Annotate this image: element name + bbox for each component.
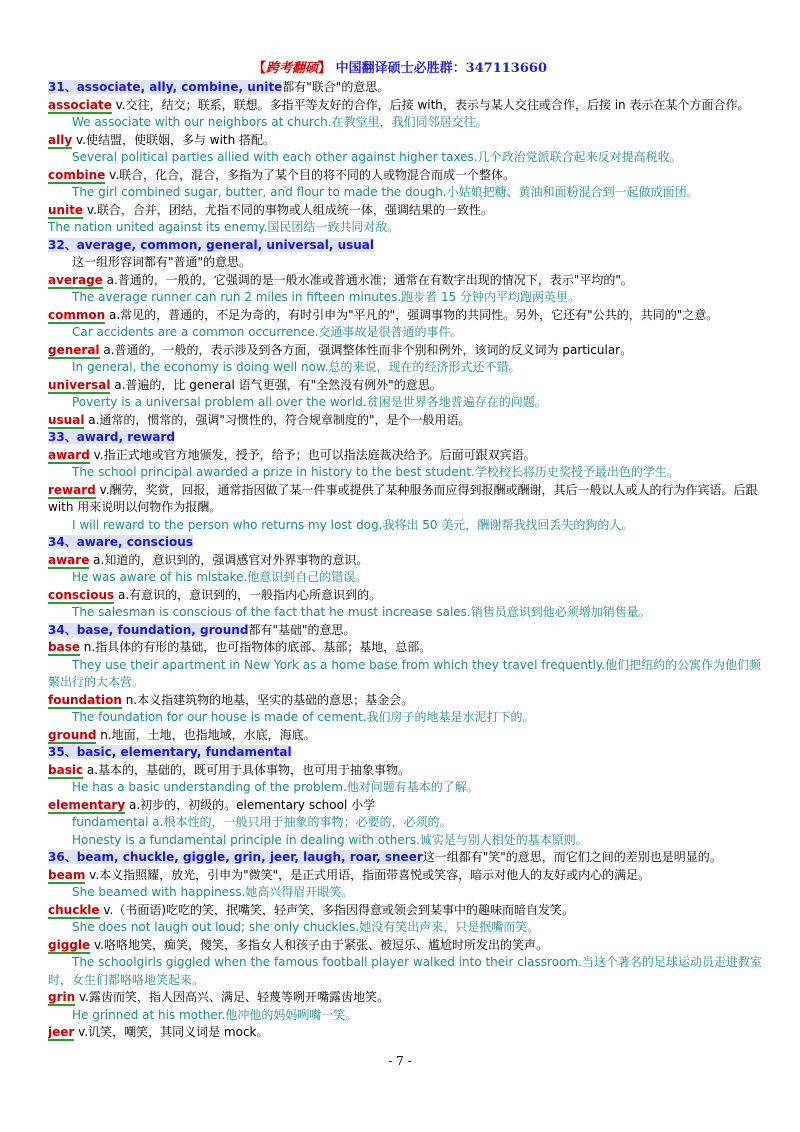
headword: beam — [48, 867, 86, 882]
entry-grin: grin v.露齿而笑，指人因高兴、满足、轻蔑等咧开嘴露齿地笑。 — [48, 990, 389, 1004]
headword: base — [48, 640, 80, 654]
entry-reward: reward v.酬劳，奖赏，回报，通常指因做了某一件事或提供了某种服务而应得到报酬或酬谢，其后一般以人或人的行为作宾语。后跟 with 用来说明以何物作为报酬。 — [48, 482, 758, 514]
example-beam: She beamed with happiness.她高兴得眉开眼笑。 — [72, 885, 354, 899]
section-heading-33: 33、award, reward — [48, 430, 175, 444]
entry-fundamental: fundamental a.根本性的，一般只用于抽象的事物；必要的，必须的。 — [72, 815, 452, 829]
entry-common: common a.常见的，普通的，不足为奇的，有时引申为"平凡的"，强调事物的共同性。另外，它还有"公共的，共同的"之意。 — [48, 307, 719, 322]
entry-conscious: conscious a.有意识的，意识到的，一般指内心所意识到的。 — [48, 587, 382, 602]
example-aware: He was aware of his mistake.他意识到自己的错误。 — [72, 570, 368, 584]
example-common: Car accidents are a common occurrence.交通事故是很普通的事件。 — [72, 325, 463, 339]
example-base: They use their apartment in New York as a home base from which they travel frequently.他们把纽约的公寓作为他们频繁出行的大本营。 — [48, 657, 762, 689]
entry-base: base n.指具体的有形的基础，也可指物体的底部、基部；基地，总部。 — [48, 640, 432, 654]
headword: unite — [48, 202, 84, 217]
headword: ground — [48, 727, 97, 742]
headword: universal — [48, 377, 111, 392]
example-associate: We associate with our neighbors at church.在教堂里，我们同邻居交往。 — [72, 115, 488, 129]
headword: combine — [48, 167, 106, 182]
entry-award: award v.指正式地或官方地颁发，授予，给予；也可以指法庭裁决给予。后面可跟双宾语。 — [48, 447, 536, 462]
section-heading-34a: 34、aware, conscious — [48, 535, 193, 549]
section-heading-34b: 34、base, foundation, ground都有"基础"的意思。 — [48, 622, 356, 637]
example-universal: Poverty is a universal problem all over the world.贫困是世界各地普遍存在的问题。 — [72, 395, 547, 409]
entry-general: general a.普通的，一般的，表示涉及到各方面，强调整体性而非个别和例外，该词的反义词为 particular。 — [48, 342, 633, 357]
headword: chuckle — [48, 902, 100, 917]
headword: usual — [48, 412, 85, 427]
header-brand: 跨考翻硕 — [266, 61, 319, 76]
entry-basic: basic a.基本的，基础的，既可用于具体事物，也可用于抽象事物。 — [48, 762, 411, 777]
entry-jeer: jeer v.讥笑，嘲笑，其同义词是 mock。 — [48, 1025, 269, 1039]
section-heading-32: 32、average, common, general, universal, usual — [48, 237, 375, 252]
entry-beam: beam v.本义指照耀，放光，引申为"微笑"，是正式用语，指面带喜悦或笑容，暗示对他人的友好或内心的满足。 — [48, 867, 651, 882]
example-reward: I will reward to the person who returns my lost dog.我将出 50 美元，酬谢帮我找回丢失的狗的人。 — [72, 517, 634, 532]
headword: foundation — [48, 692, 122, 707]
example-chuckle: She does not laugh out loud; she only chuckles.她没有笑出声来，只是抿嘴而笑。 — [72, 920, 540, 934]
headword: jeer — [48, 1025, 75, 1039]
example-basic: He has a basic understanding of the problem.他对问题有基本的了解。 — [72, 780, 479, 794]
page-header — [0, 60, 800, 78]
example-grin: He grinned at his mother.他冲他的妈妈咧嘴一笑。 — [72, 1007, 358, 1022]
entry-universal: universal a.普遍的，比 general 语气更强，有"全然没有例外"的意思。 — [48, 377, 442, 392]
entry-unite: unite v.联合，合并，团结，尤指不同的事物或人组成统一体，强调结果的一致性。 — [48, 202, 493, 217]
example-award: The school principal awarded a prize in history to the best student.学校校长将历史奖授予最出色的学生。 — [72, 465, 679, 479]
example-giggle: The schoolgirls giggled when the famous football player walked into their classroom.当这个著名的足球运动员走进教室时，女生们都咯咯地笑起来。 — [48, 955, 762, 987]
section-heading-35: 35、basic, elementary, fundamental — [48, 745, 292, 759]
section-heading-31: 31、associate, ally, combine, unite都有"联合"的意思。 — [48, 80, 390, 94]
headword: common — [48, 307, 106, 322]
headword: average — [48, 272, 103, 287]
entry-ally: ally v.使结盟，使联姻，多与 with 搭配。 — [48, 132, 276, 147]
example-combine: The girl combined sugar, butter, and flour to made the dough.小姑娘把糖、黄油和面粉混合到一起做成面团。 — [72, 185, 699, 199]
entry-foundation: foundation n.本义指建筑物的地基，坚实的基础的意思；基金会。 — [48, 692, 414, 707]
headword: aware — [48, 552, 90, 567]
example-conscious: The salesman is conscious of the fact that he must increase sales.销售员意识到他必须增加销售量。 — [72, 605, 651, 619]
header-bracket-open: 【 — [253, 61, 267, 76]
headword: reward — [48, 482, 96, 497]
entry-chuckle: chuckle v.（书面语)吃吃的笑，抿嘴笑，轻声笑，多指因得意或领会到某事中的趣味而暗自发笑。 — [48, 902, 575, 917]
headword: basic — [48, 762, 84, 777]
headword: conscious — [48, 587, 115, 602]
entry-combine: combine v.联合，化合，混合，多指为了某个目的将不同的人或物混合而成一个整体。 — [48, 167, 516, 182]
headword: grin — [48, 990, 76, 1004]
section-intro-32: 这一组形容词都有"普通"的意思。 — [72, 255, 252, 269]
entry-usual: usual a.通常的，惯常的，强调"习惯性的，符合规章制度的"，是个一般用语。 — [48, 412, 471, 427]
header-group-info: 中国翻译硕士必胜群：347113660 — [335, 61, 547, 76]
example-unite: The nation united against its enemy.国民团结一致共同对敌。 — [48, 220, 400, 234]
entry-associate: associate v.交往，结交；联系，联想。多指平等友好的合作，后接 with，表示与某人交往或合作，后接 in 表示在某个方面合作。 — [48, 97, 750, 112]
header-bracket-close: 】 — [318, 61, 332, 76]
document-body — [48, 79, 768, 1042]
headword: general — [48, 342, 100, 357]
headword: associate — [48, 97, 112, 112]
section-heading-36: 36、beam, chuckle, giggle, grin, jeer, laugh, roar, sneer这一组都有"笑"的意思，而它们之间的差别也是明显的。 — [48, 850, 722, 864]
example-ally: Several political parties allied with each other against higher taxes.几个政治党派联合起来反对提高税收。 — [72, 150, 682, 164]
entry-elementary: elementary a.初步的，初级的。elementary school 小学 — [48, 797, 376, 812]
entry-aware: aware a.知道的，意识到的，强调感官对外界事物的意识。 — [48, 552, 369, 567]
example-foundation: The foundation for our house is made of cement.我们房子的地基是水泥打下的。 — [72, 710, 535, 724]
entry-average: average a.普通的，一般的，它强调的是一般水准或普通水准；通常在有数字出现的情况下，表示"平均的"。 — [48, 272, 633, 287]
entry-giggle: giggle v.咯咯地笑，痴笑，傻笑，多指女人和孩子由于紧张、被逗乐、尴尬时所发出的笑声。 — [48, 937, 548, 952]
headword: giggle — [48, 937, 91, 952]
example-average: The average runner can run 2 miles in fifteen minutes.跑步者 15 分钟内平均跑两英里。 — [72, 290, 581, 304]
example-general: In general, the economy is doing well now.总的来说，现在的经济形式还不错。 — [72, 360, 521, 374]
headword: elementary — [48, 797, 126, 812]
headword: ally — [48, 132, 73, 147]
headword: award — [48, 447, 90, 462]
example-fundamental: Honesty is a fundamental principle in dealing with others.诚实是与别人相处的基本原则。 — [72, 832, 588, 847]
page-number: - 7 - — [388, 1054, 412, 1068]
entry-ground: ground n.地面，土地，也指地域，水底，海底。 — [48, 727, 316, 742]
